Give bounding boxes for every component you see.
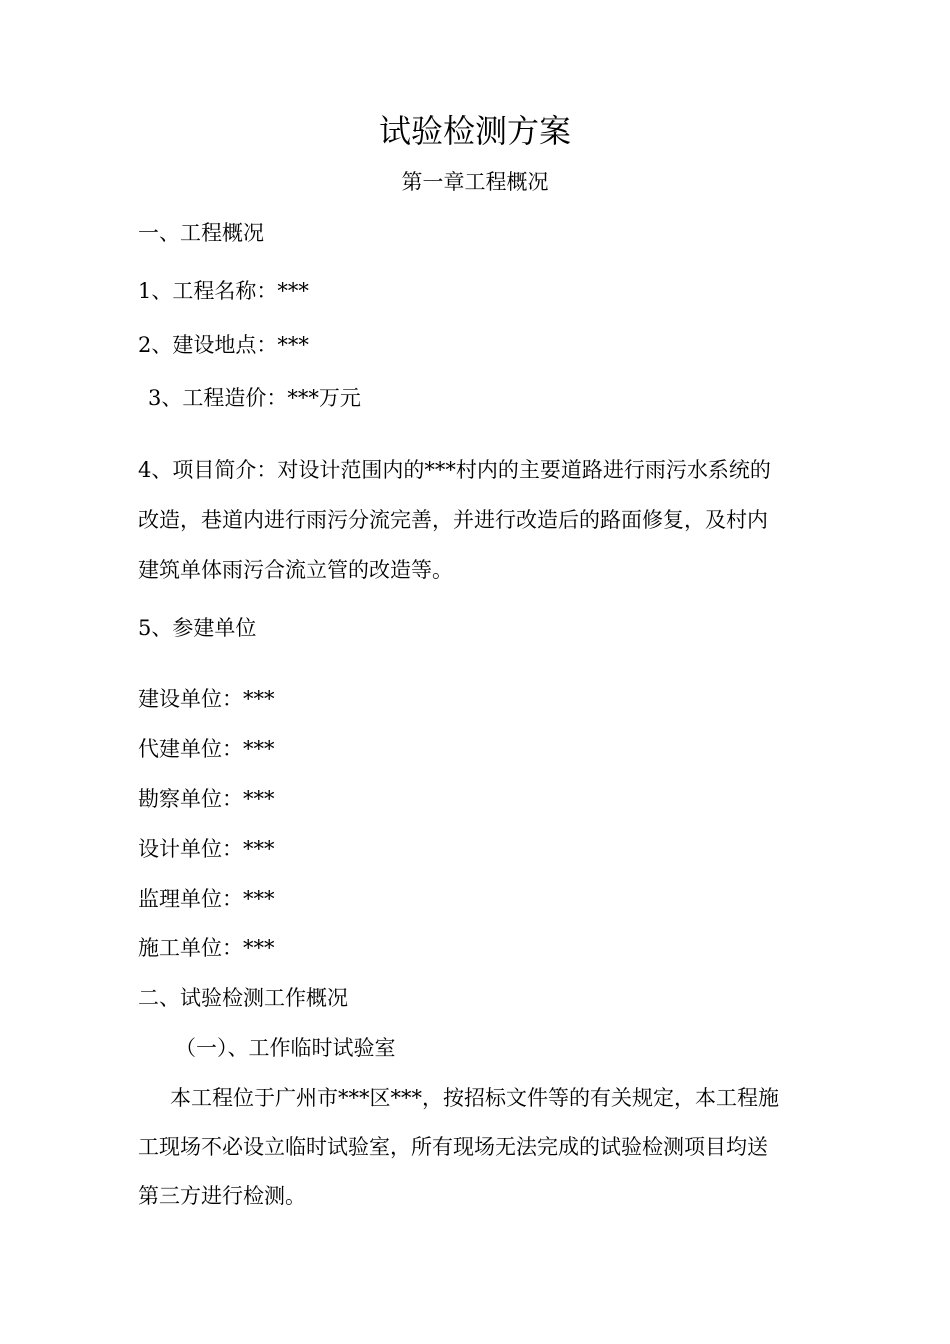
paragraph-line-3: 第三方进行检测。 (138, 1184, 306, 1208)
paragraph-line-2: 工现场不必设立临时试验室，所有现场无法完成的试验检测项目均送 (138, 1135, 768, 1159)
item-summary-line-3: 建筑单体雨污合流立管的改造等。 (138, 558, 453, 582)
document-title: 试验检测方案 (378, 112, 571, 150)
unit-line: 代建单位：*** (138, 737, 275, 761)
item-summary-line-1: 4、项目简介：对设计范围内的***村内的主要道路进行雨污水系统的 (138, 458, 771, 482)
item-location: 2、建设地点：*** (138, 333, 309, 357)
unit-line: 设计单位：*** (138, 837, 275, 861)
section-heading-2: 二、试验检测工作概况 (138, 986, 348, 1010)
paragraph-line-1: 本工程位于广州市***区***，按招标文件等的有关规定，本工程施 (170, 1086, 779, 1110)
item-project-name: 1、工程名称：*** (138, 279, 309, 303)
chapter-heading: 第一章工程概况 (401, 170, 549, 194)
unit-line: 建设单位：*** (138, 687, 275, 711)
unit-line: 施工单位：*** (138, 936, 275, 960)
item-summary-line-2: 改造，巷道内进行雨污分流完善，并进行改造后的路面修复，及村内 (138, 508, 768, 532)
item-participants: 5、参建单位 (138, 616, 257, 640)
unit-line: 监理单位：*** (138, 887, 275, 911)
section-heading-1: 一、工程概况 (138, 221, 264, 245)
item-cost: 3、工程造价：***万元 (148, 386, 361, 410)
subsection-heading: （一）、工作临时试验室 (175, 1036, 396, 1060)
unit-line: 勘察单位：*** (138, 787, 275, 811)
